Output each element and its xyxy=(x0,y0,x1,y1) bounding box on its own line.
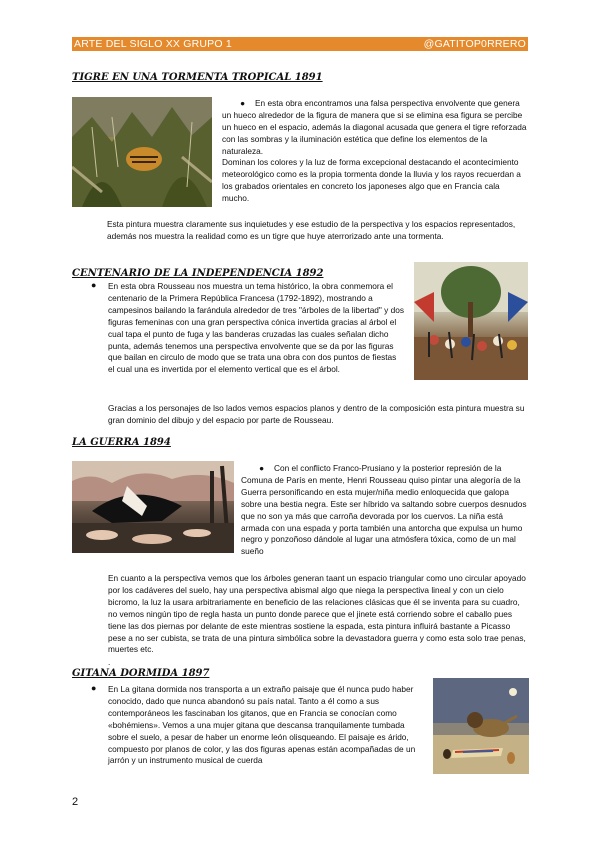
painting-tigre-graphic xyxy=(72,97,212,207)
centenario-paragraph-2: Gracias a los personajes de lso lados vemos espacios planos y dentro de la composición esta pintura muestra su gran dominio del dibujo y del espacio por parte de Rousseau. xyxy=(108,403,525,425)
section-title-tigre: TIGRE EN UNA TORMENTA TROPICAL 1891 xyxy=(72,72,323,83)
section-title-centenario: CENTENARIO DE LA INDEPENDENCIA 1892 xyxy=(72,268,324,279)
tigre-paragraph-1 xyxy=(222,98,528,158)
page-header xyxy=(72,37,528,51)
bullet: ● xyxy=(91,683,97,693)
gitana-paragraph-1: En La gitana dormida nos transporta a un extraño paisaje que él nunca pudo haber conocido, dado que nunca abandonó su país natal. Tanto a él como a sus contemporáneos les fascinaban los gitanos, que en Francia se conocían como «bohémiens». Vemos a una mujer gitana que descansa tranquilamente tumbada sobre el suelo, a pesar de haber un enorme león olisqueando. El paisaje es árido, compuesto por planos de color, y las dos figuras apenas están acompañadas de un jarrón y un instrumento musical de cuerda xyxy=(108,684,416,766)
section-title-guerra: LA GUERRA 1894 xyxy=(72,437,171,448)
painting-gitana-graphic xyxy=(433,678,529,774)
painting-centenario xyxy=(414,262,528,380)
painting-centenario-graphic xyxy=(414,262,528,380)
bullet: ● xyxy=(91,280,97,290)
painting-tigre xyxy=(72,97,212,207)
guerra-text-1: Con el conflicto Franco-Prusiano y la posterior represión de la Comuna de París en mente, Henri Rousseau quiso pintar una alegoría de la Guerra personificando en esta mujer/niña medio enloquecida que galopa sobre una bestia negra. Este ser híbrido va saltando sobre cuerpos desnudos que no son ya más que carroña devorada por los cuervos. La niña está armada con una espada y porta también una antorcha que expulsa un humo negro y ponzoñoso dándole al lugar una atmósfera tóxica, como de un mal sueño xyxy=(241,463,527,557)
tigre-paragraph-3: Esta pintura muestra claramente sus inquietudes y ese estudio de la perspectiva y los espacios representados, además nos muestra la realidad como es un tigre que huye aterrorizado ante una tormenta. xyxy=(107,219,516,241)
tigre-paragraph-2: Dominan los colores y la luz de forma excepcional destacando el acontecimiento meteorológico como es la propia tormenta donde la lluvia y los rayos recuerdan a los grabados orientales en concreto los japoneses algo que en Francia cala mucho. xyxy=(222,157,521,203)
painting-gitana xyxy=(433,678,529,774)
guerra-dot: . xyxy=(108,657,111,667)
tigre-text-1: En esta obra encontramos una falsa perspectiva envolvente que genera un hueco alrededor de la figura de manera que si se elimina esa figura se percibe un hueco en el espacio, además la diagonal acusada que genera el tigre reforzada con las sombras y la iluminación estética que define los elementos de la naturaleza. xyxy=(222,98,527,156)
painting-guerra-graphic xyxy=(72,461,234,553)
header-course: ARTE DEL SIGLO XX GRUPO 1 xyxy=(74,38,232,50)
guerra-paragraph-2: En cuanto a la perspectiva vemos que los árboles generan taant un espacio triangular como uno circular apoyado por los cadáveres del suelo, hay una perspectiva abismal algo que niega la perspectiva lineal y con un cielo bicromo, la luz la usara arbitrariamente en beneficio de las relaciones clásicas que él se inventa para su cuadro, no vemos ningún tipo de regla hasta un punto donde parece que el jinete está corriendo sobre el caballo pues tiene las dos piernas por delante de este mientras sostiene la espada, esta pintura influirá bastante a Picasso pese a no ser cubista, se trata de una pintura simbólica sobre la devastadora guerra y como esta solo trae penas, muertes etc. xyxy=(108,573,526,655)
painting-guerra xyxy=(72,461,234,553)
page-number: 2 xyxy=(72,796,79,808)
bullet: ● xyxy=(240,98,246,108)
centenario-paragraph-1: En esta obra Rousseau nos muestra un tema histórico, la obra conmemora el centenario de la Primera República Francesa (1792-1892), mostrando a campesinos bailando la farándula alrededor de tres "árboles de la libertad" y dos figuras femeninas con una gran perspectiva cónica invertida gracias al árbol el cual tapa el punto de fuga y las banderas cruzadas las cuales señalan dicho punta, además tenemos una perspectiva envolvente que se da por las figuras que bailan en circulo de modo que se trata una obra con dos puntos de fiestas el cual una es invertida por el elemento vertical que es el árbol. xyxy=(108,281,405,375)
header-handle: @GATITOP0RRERO xyxy=(423,38,526,50)
guerra-paragraph-1 xyxy=(241,463,528,558)
section-title-gitana: GITANA DORMIDA 1897 xyxy=(72,668,210,679)
bullet: ● xyxy=(259,463,265,473)
